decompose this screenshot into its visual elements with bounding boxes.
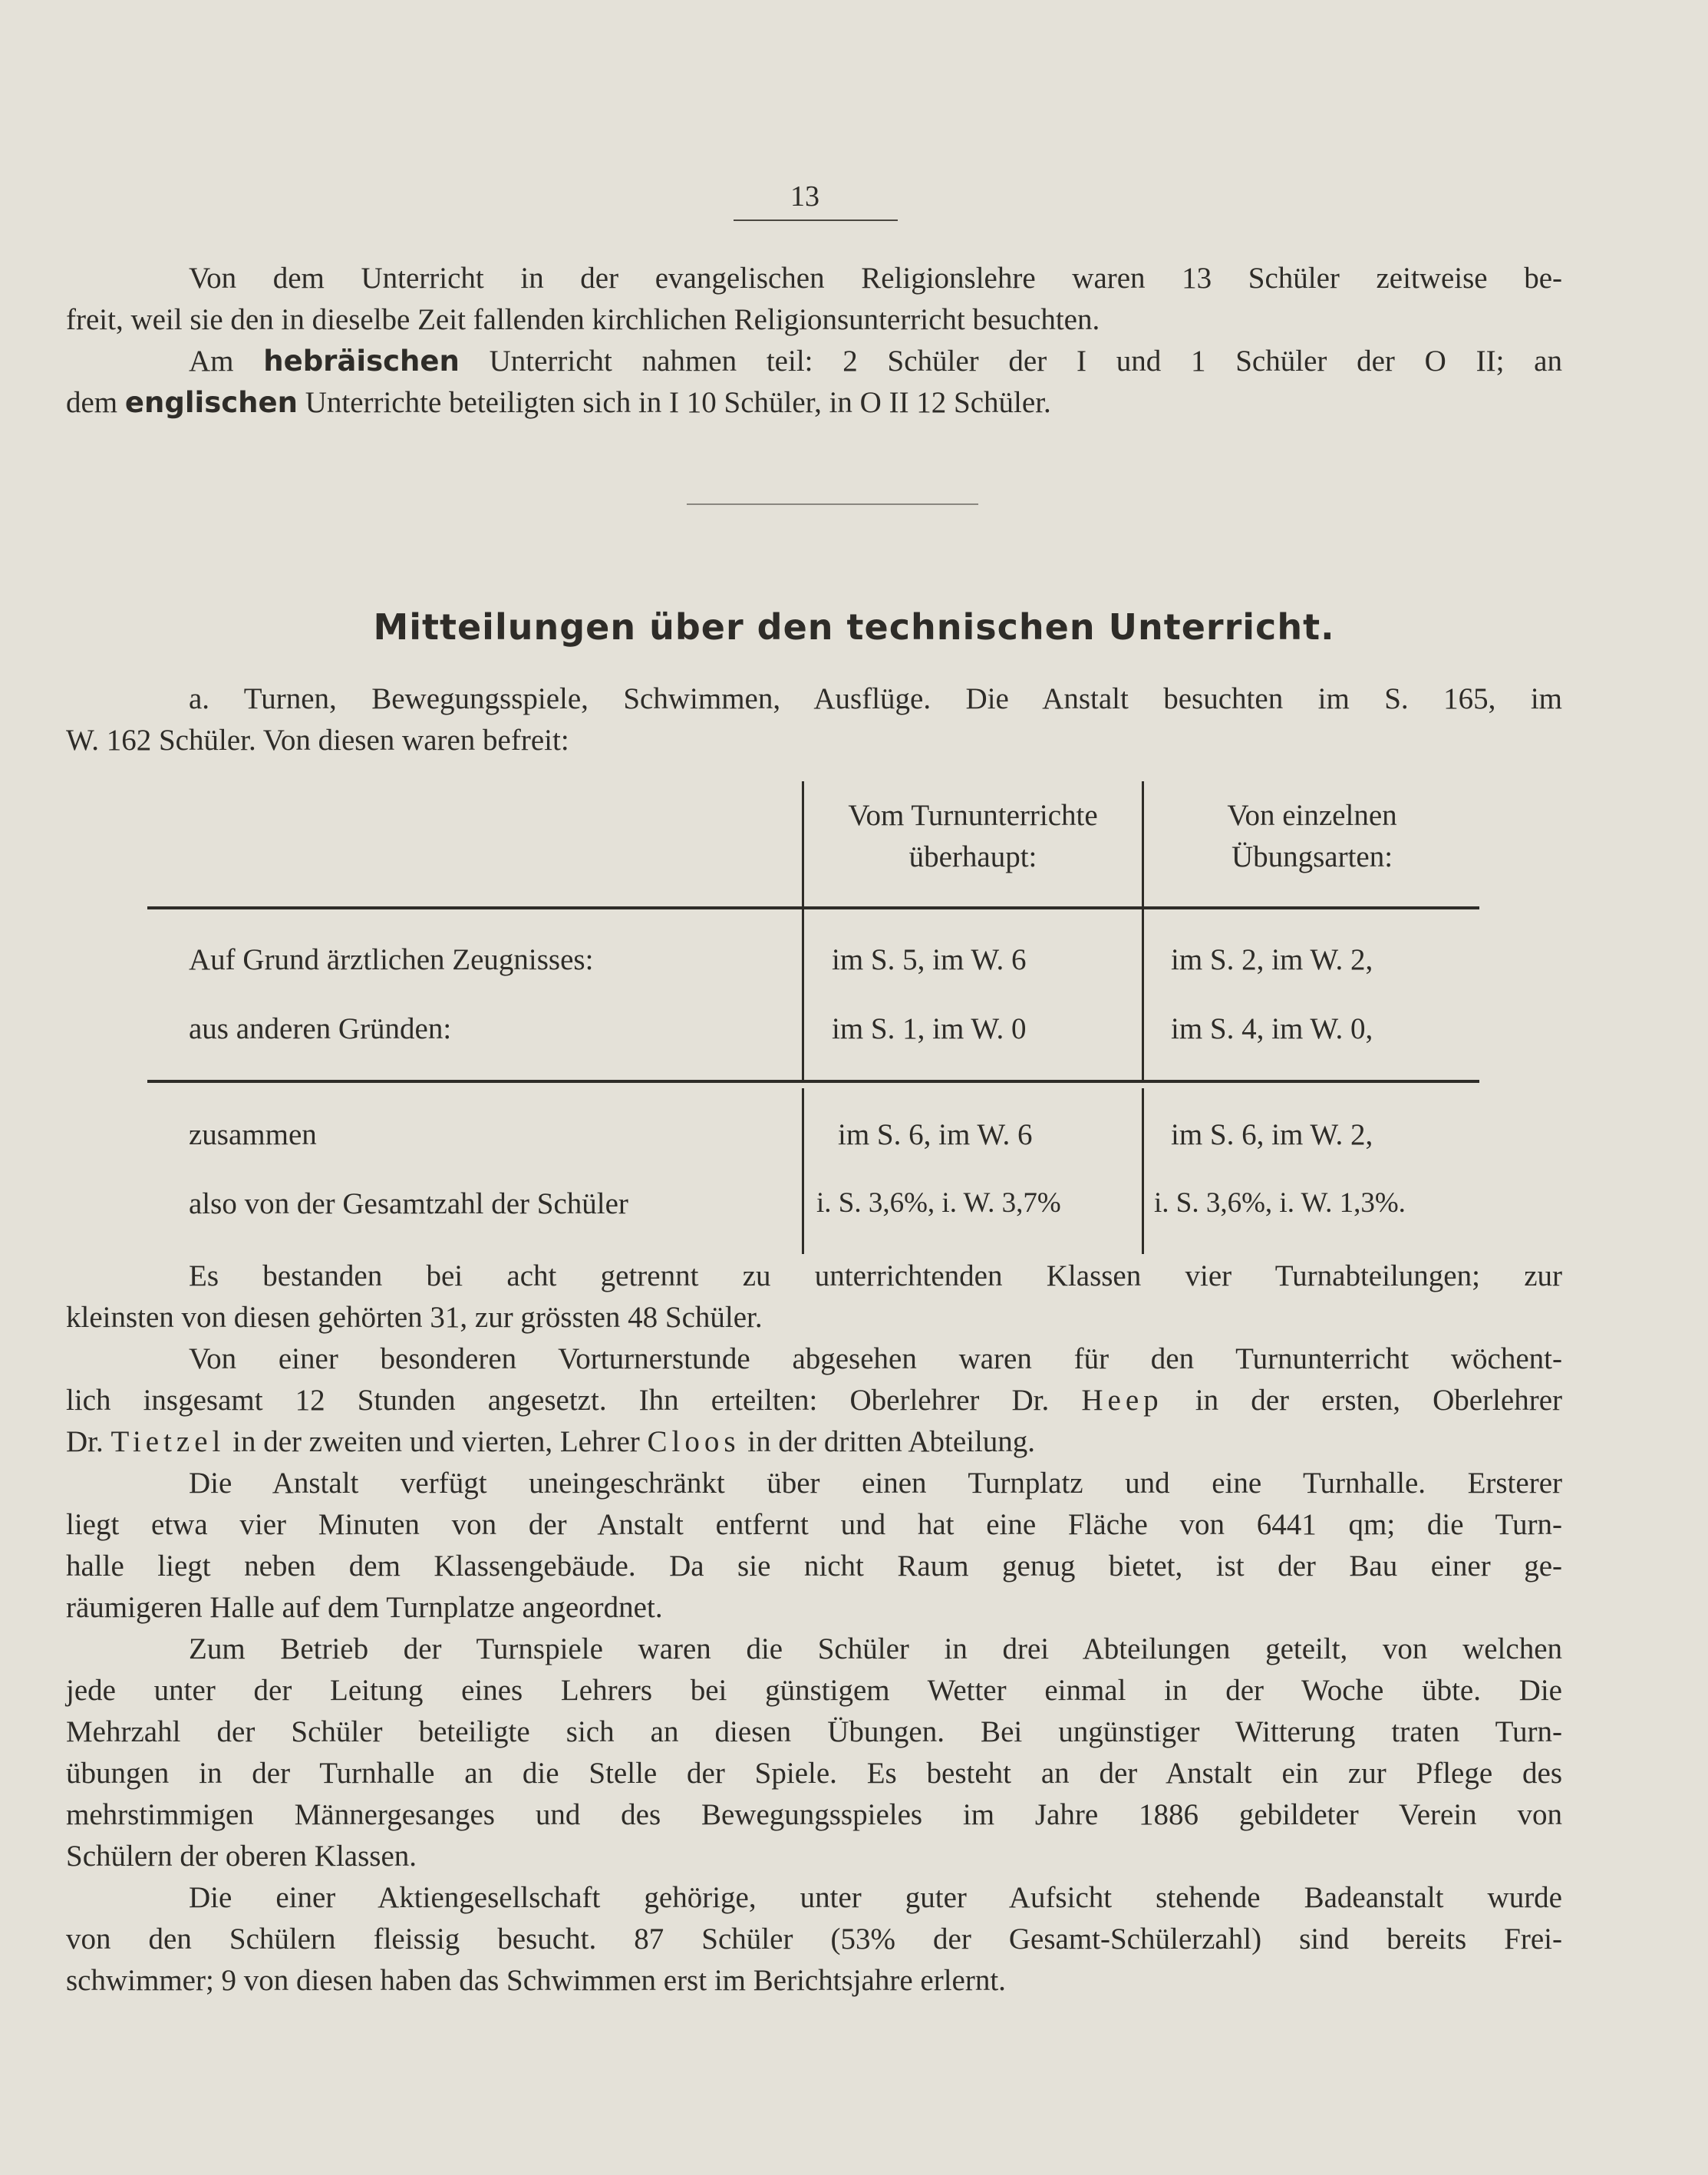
text-line: Die Anstalt verfügt uneingeschränkt über einen Turnplatz und eine Turnhalle. Ersterer bbox=[189, 1467, 1562, 1500]
body-text bbox=[66, 1256, 1562, 2002]
table-vline bbox=[802, 781, 804, 908]
col2-header bbox=[1145, 795, 1479, 878]
text-fragment: Unterrichte beteiligten sich in I 10 Schüler, in O II 12 Schüler. bbox=[297, 386, 1051, 419]
table-cell: im S. 1, im W. 0 bbox=[832, 1012, 1027, 1045]
table-hrule bbox=[147, 906, 1479, 909]
text-line: übungen in der Turnhalle an die Stelle der Spiele. Es besteht an der Anstalt ein zur Pflege des bbox=[66, 1757, 1562, 1790]
teacher-name-heep: Heep bbox=[1081, 1384, 1163, 1417]
table-total-label: zusammen bbox=[189, 1118, 317, 1151]
text-fragment: Am bbox=[189, 345, 264, 378]
table-cell: im S. 5, im W. 6 bbox=[832, 943, 1027, 976]
text-line bbox=[66, 1380, 1562, 1421]
table-row-label: Auf Grund ärztlichen Zeugnisses: bbox=[189, 943, 594, 976]
text-line: halle liegt neben dem Klassengebäude. Da sie nicht Raum genug bietet, ist der Bau einer ge- bbox=[66, 1550, 1562, 1583]
text-line: a. Turnen, Bewegungsspiele, Schwimmen, Ausflüge. Die Anstalt besuchten im S. 165, im bbox=[189, 682, 1562, 715]
text-line: W. 162 Schüler. Von diesen waren befreit: bbox=[66, 724, 569, 757]
text-fragment: dem bbox=[66, 386, 125, 419]
table-hrule bbox=[147, 1080, 1479, 1083]
page-number: 13 bbox=[790, 180, 819, 213]
table-total-cell: im S. 6, im W. 6 bbox=[838, 1118, 1033, 1151]
text-line: kleinsten von diesen gehörten 31, zur grössten 48 Schüler. bbox=[66, 1301, 763, 1334]
text-line: Schülern der oberen Klassen. bbox=[66, 1840, 417, 1873]
table-cell: im S. 4, im W. 0, bbox=[1171, 1012, 1373, 1045]
table-total-label: also von der Gesamtzahl der Schüler bbox=[189, 1187, 628, 1220]
table-vline bbox=[802, 909, 804, 1080]
text-fragment: in der zweiten und vierten, Lehrer bbox=[225, 1425, 648, 1458]
emphasis-hebrew: hebräischen bbox=[263, 345, 460, 378]
text-fragment: Dr. bbox=[66, 1425, 111, 1458]
page-number-rule bbox=[734, 219, 898, 221]
table-vline bbox=[1142, 909, 1144, 1080]
text-line: Zum Betrieb der Turnspiele waren die Schüler in drei Abteilungen geteilt, von welchen bbox=[189, 1632, 1562, 1665]
teacher-name-tietzel: Tietzel bbox=[110, 1425, 226, 1458]
text-line: freit, weil sie den in dieselbe Zeit fallenden kirchlichen Religionsunterricht besuchten. bbox=[66, 303, 1100, 336]
text-fragment: in der ersten, Oberlehrer bbox=[1162, 1384, 1562, 1417]
text-line: Von dem Unterricht in der evangelischen Religionslehre waren 13 Schüler zeitweise be- bbox=[189, 262, 1562, 295]
text-line bbox=[66, 382, 1562, 424]
table-vline bbox=[1142, 781, 1144, 908]
table-vline bbox=[802, 1088, 804, 1254]
text-line: schwimmer; 9 von diesen haben das Schwimmen erst im Berichtsjahre erlernt. bbox=[66, 1964, 1006, 1997]
col1-header bbox=[806, 795, 1140, 878]
col2-header-line: Von einzelnen bbox=[1227, 799, 1397, 832]
text-line: Die einer Aktiengesellschaft gehörige, unter guter Aufsicht stehende Badeanstalt wurde bbox=[189, 1881, 1562, 1914]
emphasis-english: englischen bbox=[124, 386, 298, 419]
text-line: liegt etwa vier Minuten von der Anstalt entfernt und hat eine Fläche von 6441 qm; die Turn- bbox=[66, 1508, 1562, 1541]
table-row-label: aus anderen Gründen: bbox=[189, 1012, 452, 1045]
text-line: Von einer besonderen Vorturnerstunde abgesehen waren für den Turnunterricht wöchent- bbox=[189, 1342, 1562, 1375]
intro-paragraph bbox=[66, 258, 1562, 424]
text-fragment: in der dritten Abteilung. bbox=[740, 1425, 1036, 1458]
text-line: mehrstimmigen Männergesanges und des Bewegungsspieles im Jahre 1886 gebildeter Verein von bbox=[66, 1798, 1562, 1831]
section-separator bbox=[687, 503, 978, 505]
col1-header-line: Vom Turnunterrichte bbox=[848, 799, 1098, 832]
col1-header-line: überhaupt: bbox=[908, 840, 1037, 873]
table-cell: im S. 2, im W. 2, bbox=[1171, 943, 1373, 976]
table-total-cell: im S. 6, im W. 2, bbox=[1171, 1118, 1373, 1151]
text-line: Es bestanden bei acht getrennt zu unterrichtenden Klassen vier Turnabteilungen; zur bbox=[189, 1259, 1562, 1292]
text-line: von den Schülern fleissig besucht. 87 Schüler (53% der Gesamt-Schülerzahl) sind bereits Frei- bbox=[66, 1923, 1562, 1956]
text-line: räumigeren Halle auf dem Turnplatze angeordnet. bbox=[66, 1591, 663, 1624]
col2-header-line: Übungsarten: bbox=[1231, 840, 1393, 873]
text-fragment: lich insgesamt 12 Stunden angesetzt. Ihn erteilten: Oberlehrer Dr. bbox=[66, 1384, 1082, 1417]
text-line: jede unter der Leitung eines Lehrers bei günstigem Wetter einmal in der Woche übte. Die bbox=[66, 1674, 1562, 1707]
text-line bbox=[66, 1421, 1562, 1463]
table-total-cell: i. S. 3,6%, i. W. 3,7% bbox=[816, 1187, 1061, 1219]
table-total-cell: i. S. 3,6%, i. W. 1,3%. bbox=[1154, 1187, 1406, 1219]
text-line: Mehrzahl der Schüler beteiligte sich an diesen Übungen. Bei ungünstiger Witterung traten Turn- bbox=[66, 1715, 1562, 1748]
text-line bbox=[66, 341, 1562, 382]
table-vline bbox=[1142, 1088, 1144, 1254]
section-a-intro bbox=[66, 678, 1562, 761]
section-heading: Mitteilungen über den technischen Unterricht. bbox=[373, 606, 1335, 648]
text-fragment: Unterricht nahmen teil: 2 Schüler der I und 1 Schüler der O II; an bbox=[459, 345, 1562, 378]
teacher-name-cloos: Cloos bbox=[647, 1425, 740, 1458]
